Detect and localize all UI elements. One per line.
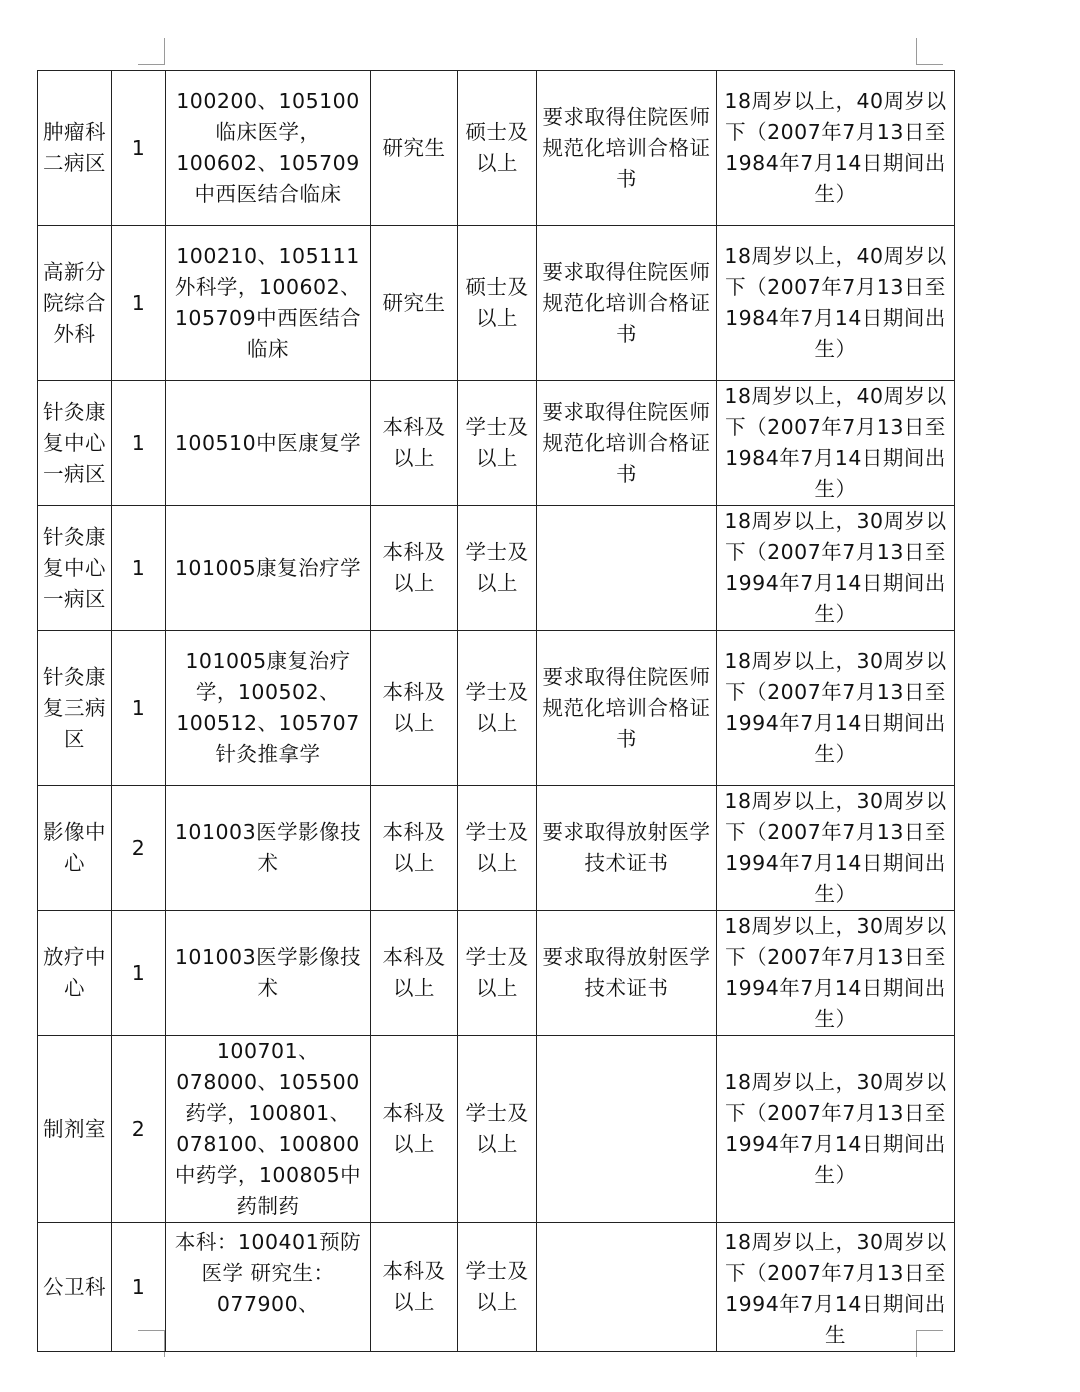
degree-cell: 学士及以上 bbox=[458, 506, 537, 631]
table-row bbox=[38, 226, 955, 381]
table-row bbox=[38, 1223, 955, 1352]
education-cell: 本科及以上 bbox=[371, 631, 458, 786]
age-cell: 18周岁以上，30周岁以下（2007年7月13日至1994年7月14日期间出生） bbox=[717, 506, 955, 631]
table-row bbox=[38, 1036, 955, 1223]
age-cell: 18周岁以上，30周岁以下（2007年7月13日至1994年7月14日期间出生） bbox=[717, 1036, 955, 1223]
major-cell: 100210、105111外科学，100602、105709中西医结合临床 bbox=[166, 226, 371, 381]
major-cell: 100200、105100临床医学，100602、105709中西医结合临床 bbox=[166, 71, 371, 226]
other-requirement-cell: 要求取得住院医师规范化培训合格证书 bbox=[537, 71, 717, 226]
count-cell: 1 bbox=[112, 631, 166, 786]
age-cell: 18周岁以上，30周岁以下（2007年7月13日至1994年7月14日期间出生） bbox=[717, 631, 955, 786]
major-cell: 本科：100401预防医学 研究生：077900、 bbox=[166, 1223, 371, 1352]
education-cell: 本科及以上 bbox=[371, 381, 458, 506]
table-row bbox=[38, 911, 955, 1036]
major-cell: 101003医学影像技术 bbox=[166, 786, 371, 911]
age-cell: 18周岁以上，40周岁以下（2007年7月13日至1984年7月14日期间出生） bbox=[717, 71, 955, 226]
major-cell: 101003医学影像技术 bbox=[166, 911, 371, 1036]
education-cell: 本科及以上 bbox=[371, 911, 458, 1036]
degree-cell: 硕士及以上 bbox=[458, 226, 537, 381]
dept-cell: 高新分院综合外科 bbox=[38, 226, 112, 381]
education-cell: 本科及以上 bbox=[371, 786, 458, 911]
table-row bbox=[38, 786, 955, 911]
count-cell: 2 bbox=[112, 1036, 166, 1223]
table-row bbox=[38, 631, 955, 786]
major-cell: 100510中医康复学 bbox=[166, 381, 371, 506]
education-cell: 本科及以上 bbox=[371, 1036, 458, 1223]
age-cell: 18周岁以上，40周岁以下（2007年7月13日至1984年7月14日期间出生） bbox=[717, 381, 955, 506]
dept-cell: 针灸康复中心一病区 bbox=[38, 381, 112, 506]
degree-cell: 学士及以上 bbox=[458, 911, 537, 1036]
dept-cell: 放疗中心 bbox=[38, 911, 112, 1036]
degree-cell: 学士及以上 bbox=[458, 631, 537, 786]
count-cell: 2 bbox=[112, 786, 166, 911]
count-cell: 1 bbox=[112, 911, 166, 1036]
table-row bbox=[38, 71, 955, 226]
education-cell: 本科及以上 bbox=[371, 506, 458, 631]
other-requirement-cell: 要求取得住院医师规范化培训合格证书 bbox=[537, 226, 717, 381]
count-cell: 1 bbox=[112, 1223, 166, 1352]
degree-cell: 学士及以上 bbox=[458, 1223, 537, 1352]
degree-cell: 硕士及以上 bbox=[458, 71, 537, 226]
dept-cell: 影像中心 bbox=[38, 786, 112, 911]
other-requirement-cell: 要求取得放射医学技术证书 bbox=[537, 911, 717, 1036]
page-corner-mark-top-left bbox=[138, 38, 165, 65]
major-cell: 101005康复治疗学 bbox=[166, 506, 371, 631]
dept-cell: 针灸康复三病区 bbox=[38, 631, 112, 786]
table-row bbox=[38, 506, 955, 631]
age-cell: 18周岁以上，30周岁以下（2007年7月13日至1994年7月14日期间出生） bbox=[717, 911, 955, 1036]
education-cell: 研究生 bbox=[371, 71, 458, 226]
major-cell: 100701、078000、105500药学，100801、078100、100800中药学，100805中药制药 bbox=[166, 1036, 371, 1223]
degree-cell: 学士及以上 bbox=[458, 1036, 537, 1223]
other-requirement-cell: 要求取得放射医学技术证书 bbox=[537, 786, 717, 911]
other-requirement-cell bbox=[537, 506, 717, 631]
education-cell: 研究生 bbox=[371, 226, 458, 381]
other-requirement-cell bbox=[537, 1223, 717, 1352]
page-corner-mark-top-right bbox=[916, 38, 943, 65]
other-requirement-cell bbox=[537, 1036, 717, 1223]
education-cell: 本科及以上 bbox=[371, 1223, 458, 1352]
table-row bbox=[38, 381, 955, 506]
age-cell: 18周岁以上，40周岁以下（2007年7月13日至1984年7月14日期间出生） bbox=[717, 226, 955, 381]
dept-cell: 制剂室 bbox=[38, 1036, 112, 1223]
major-cell: 101005康复治疗学，100502、100512、105707针灸推拿学 bbox=[166, 631, 371, 786]
count-cell: 1 bbox=[112, 381, 166, 506]
age-cell: 18周岁以上，30周岁以下（2007年7月13日至1994年7月14日期间出生 bbox=[717, 1223, 955, 1352]
dept-cell: 针灸康复中心一病区 bbox=[38, 506, 112, 631]
degree-cell: 学士及以上 bbox=[458, 381, 537, 506]
dept-cell: 公卫科 bbox=[38, 1223, 112, 1352]
dept-cell: 肿瘤科二病区 bbox=[38, 71, 112, 226]
count-cell: 1 bbox=[112, 71, 166, 226]
other-requirement-cell: 要求取得住院医师规范化培训合格证书 bbox=[537, 381, 717, 506]
count-cell: 1 bbox=[112, 226, 166, 381]
age-cell: 18周岁以上，30周岁以下（2007年7月13日至1994年7月14日期间出生） bbox=[717, 786, 955, 911]
other-requirement-cell: 要求取得住院医师规范化培训合格证书 bbox=[537, 631, 717, 786]
count-cell: 1 bbox=[112, 506, 166, 631]
degree-cell: 学士及以上 bbox=[458, 786, 537, 911]
recruitment-table bbox=[37, 70, 955, 1352]
